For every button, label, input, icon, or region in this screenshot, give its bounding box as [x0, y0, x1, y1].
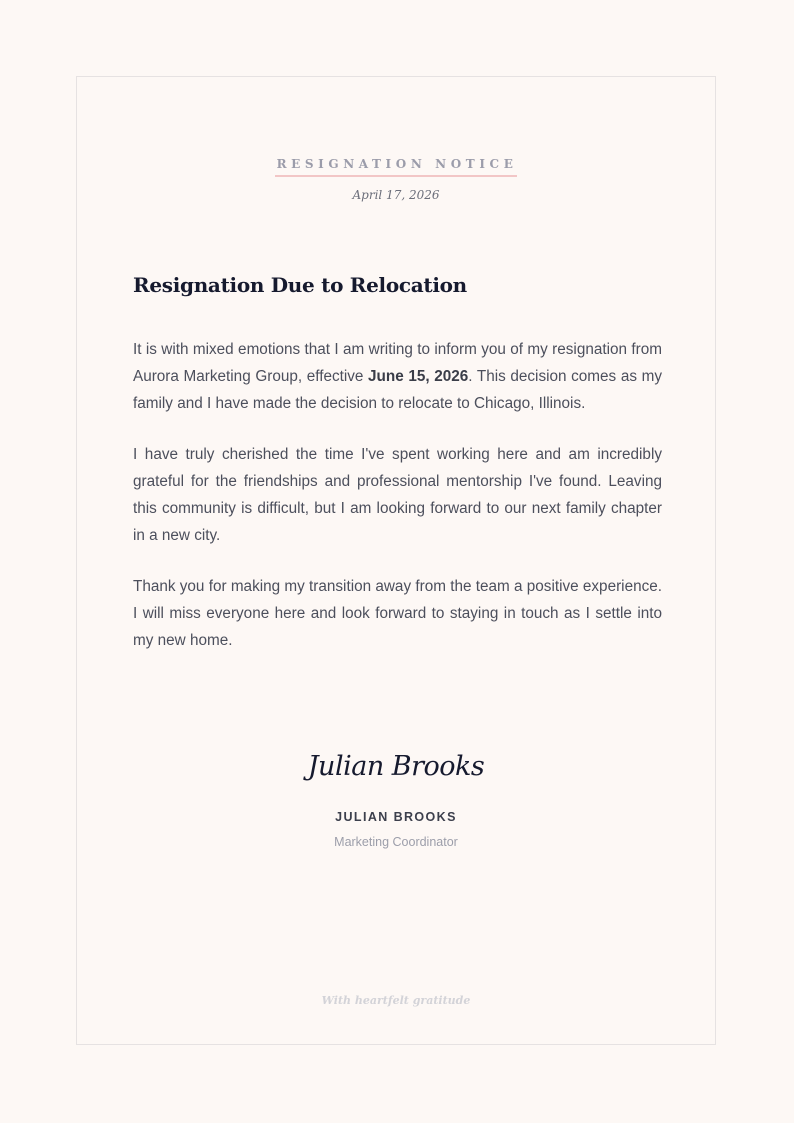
signature-script: Julian Brooks — [307, 751, 485, 782]
paragraph-1 — [133, 336, 662, 417]
signer-name: JULIAN BROOKS — [335, 810, 457, 824]
paragraph-2: I have truly cherished the time I've spent working here and am incredibly grateful for the friendships and professional mentorship I've found. Leaving this community is difficult, but I am looking forward to our next family chapter in a new city. — [133, 446, 662, 544]
signer-role: Marketing Coordinator — [334, 835, 458, 849]
paragraph-1-text: It is with mixed emotions that I am writing to inform you of my resignation from Aurora Marketing Group, effective — [133, 341, 662, 385]
letter-body — [133, 336, 662, 678]
letter-date: April 17, 2026 — [352, 188, 440, 202]
effective-date: June 15, 2026 — [368, 368, 469, 385]
paragraph-3: Thank you for making my transition away from the team a positive experience. I will miss everyone here and look forward to staying in touch as I settle into my new home. — [133, 578, 662, 649]
footer-note: With heartfelt gratitude — [321, 994, 471, 1007]
paragraph-1-text-end: . This decision comes as my family and I have made the decision to relocate to Chicago, Illinois. — [133, 368, 662, 412]
notice-header — [77, 155, 715, 177]
letter-page — [76, 76, 716, 1045]
letter-title: Resignation Due to Relocation — [133, 273, 467, 297]
notice-label: RESIGNATION NOTICE — [275, 157, 518, 177]
